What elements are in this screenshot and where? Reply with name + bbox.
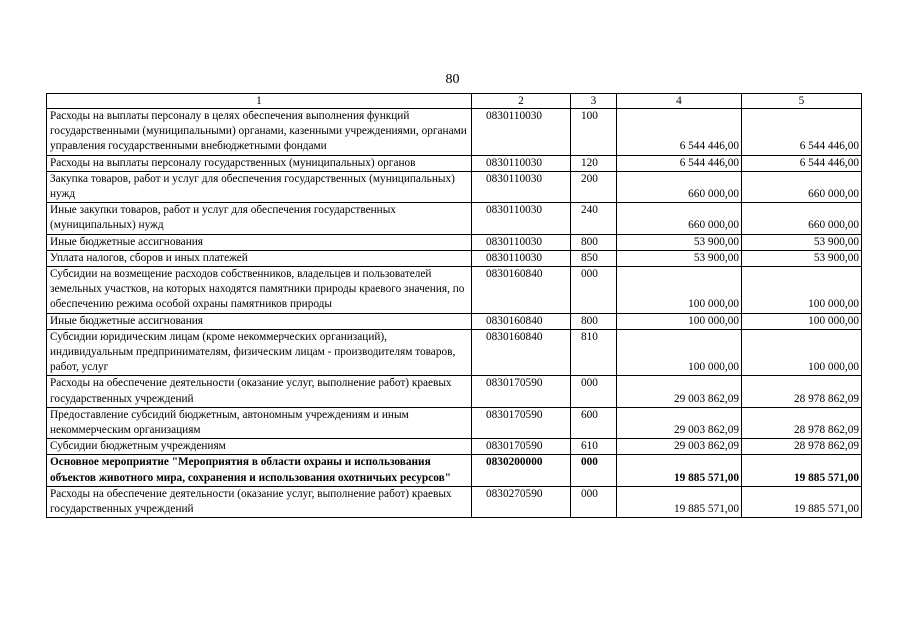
table-row [47,234,862,250]
table-row [47,203,862,234]
table-row [47,155,862,171]
cell-expense-type: 800 [571,234,617,250]
header-cell-amount-2: 5 [742,94,862,109]
cell-amount-2: 100 000,00 [742,329,862,376]
table-row [47,250,862,266]
table-body [47,94,862,518]
cell-expense-type: 200 [571,171,617,202]
cell-expense-type: 000 [571,486,617,517]
cell-amount-2: 28 978 862,09 [742,407,862,438]
cell-name: Иные бюджетные ассигнования [47,313,472,329]
cell-amount-1: 19 885 571,00 [617,486,742,517]
cell-amount-2: 28 978 862,09 [742,376,862,407]
table-row [47,407,862,438]
cell-amount-2: 6 544 446,00 [742,109,862,156]
table-header-row [47,94,862,109]
cell-amount-2: 100 000,00 [742,313,862,329]
cell-amount-1: 29 003 862,09 [617,376,742,407]
cell-target-code: 0830110030 [472,203,571,234]
table-row [47,313,862,329]
cell-amount-2: 660 000,00 [742,203,862,234]
cell-name: Субсидии юридическим лицам (кроме некоммерческих организаций), индивидуальным предпринимателям, физическим лицам - производителям товаров, работ, услуг [47,329,472,376]
cell-expense-type: 000 [571,455,617,486]
cell-target-code: 0830160840 [472,267,571,314]
cell-amount-2: 100 000,00 [742,267,862,314]
cell-target-code: 0830110030 [472,171,571,202]
cell-target-code: 0830170590 [472,439,571,455]
cell-name: Уплата налогов, сборов и иных платежей [47,250,472,266]
cell-target-code: 0830170590 [472,376,571,407]
cell-target-code: 0830170590 [472,407,571,438]
cell-expense-type: 000 [571,267,617,314]
cell-amount-1: 29 003 862,09 [617,407,742,438]
cell-amount-1: 100 000,00 [617,313,742,329]
page-number: 80 [445,72,460,87]
cell-target-code: 0830110030 [472,109,571,156]
table-row [47,455,862,486]
cell-expense-type: 000 [571,376,617,407]
cell-amount-2: 19 885 571,00 [742,486,862,517]
cell-amount-2: 660 000,00 [742,171,862,202]
header-cell-amount-1: 4 [617,94,742,109]
cell-amount-1: 100 000,00 [617,267,742,314]
cell-target-code: 0830270590 [472,486,571,517]
cell-amount-1: 53 900,00 [617,250,742,266]
table-row [47,109,862,156]
cell-name: Расходы на выплаты персоналу государственных (муниципальных) органов [47,155,472,171]
cell-name: Субсидии на возмещение расходов собственников, владельцев и пользователей земельных участков, на которых находятся памятники природы краевого значения, по обеспечению режима особой охраны памятников природы [47,267,472,314]
cell-target-code: 0830200000 [472,455,571,486]
header-cell-name: 1 [47,94,472,109]
cell-amount-1: 6 544 446,00 [617,109,742,156]
cell-amount-2: 19 885 571,00 [742,455,862,486]
cell-amount-2: 53 900,00 [742,234,862,250]
table-row [47,439,862,455]
table-row [47,267,862,314]
cell-name: Закупка товаров, работ и услуг для обеспечения государственных (муниципальных) нужд [47,171,472,202]
table-row [47,486,862,517]
cell-name: Основное мероприятие "Мероприятия в области охраны и использования объектов животного мира, сохранения и использования охотничьих ресурсов" [47,455,472,486]
table-row [47,329,862,376]
header-cell-expense-type: 3 [571,94,617,109]
cell-expense-type: 240 [571,203,617,234]
cell-expense-type: 600 [571,407,617,438]
cell-expense-type: 610 [571,439,617,455]
cell-name: Расходы на обеспечение деятельности (оказание услуг, выполнение работ) краевых государственных учреждений [47,376,472,407]
cell-amount-2: 53 900,00 [742,250,862,266]
cell-amount-1: 29 003 862,09 [617,439,742,455]
cell-amount-1: 100 000,00 [617,329,742,376]
cell-target-code: 0830110030 [472,234,571,250]
cell-target-code: 0830160840 [472,313,571,329]
cell-name: Иные бюджетные ассигнования [47,234,472,250]
cell-amount-1: 19 885 571,00 [617,455,742,486]
cell-expense-type: 850 [571,250,617,266]
cell-target-code: 0830110030 [472,155,571,171]
cell-expense-type: 800 [571,313,617,329]
cell-expense-type: 810 [571,329,617,376]
cell-name: Расходы на обеспечение деятельности (оказание услуг, выполнение работ) краевых государственных учреждений [47,486,472,517]
budget-table [46,93,862,518]
table-row [47,376,862,407]
cell-name: Иные закупки товаров, работ и услуг для обеспечения государственных (муниципальных) нужд [47,203,472,234]
cell-name: Субсидии бюджетным учреждениям [47,439,472,455]
cell-name: Предоставление субсидий бюджетным, автономным учреждениям и иным некоммерческим организациям [47,407,472,438]
cell-amount-1: 6 544 446,00 [617,155,742,171]
cell-amount-2: 6 544 446,00 [742,155,862,171]
header-cell-target-code: 2 [472,94,571,109]
cell-target-code: 0830160840 [472,329,571,376]
table-row [47,171,862,202]
cell-target-code: 0830110030 [472,250,571,266]
cell-expense-type: 120 [571,155,617,171]
cell-amount-1: 660 000,00 [617,171,742,202]
cell-amount-1: 53 900,00 [617,234,742,250]
cell-name: Расходы на выплаты персоналу в целях обеспечения выполнения функций государственными (муниципальными) органами, казенными учреждениями, органами управления государственными внебюджетными фондами [47,109,472,156]
cell-amount-1: 660 000,00 [617,203,742,234]
cell-amount-2: 28 978 862,09 [742,439,862,455]
cell-expense-type: 100 [571,109,617,156]
